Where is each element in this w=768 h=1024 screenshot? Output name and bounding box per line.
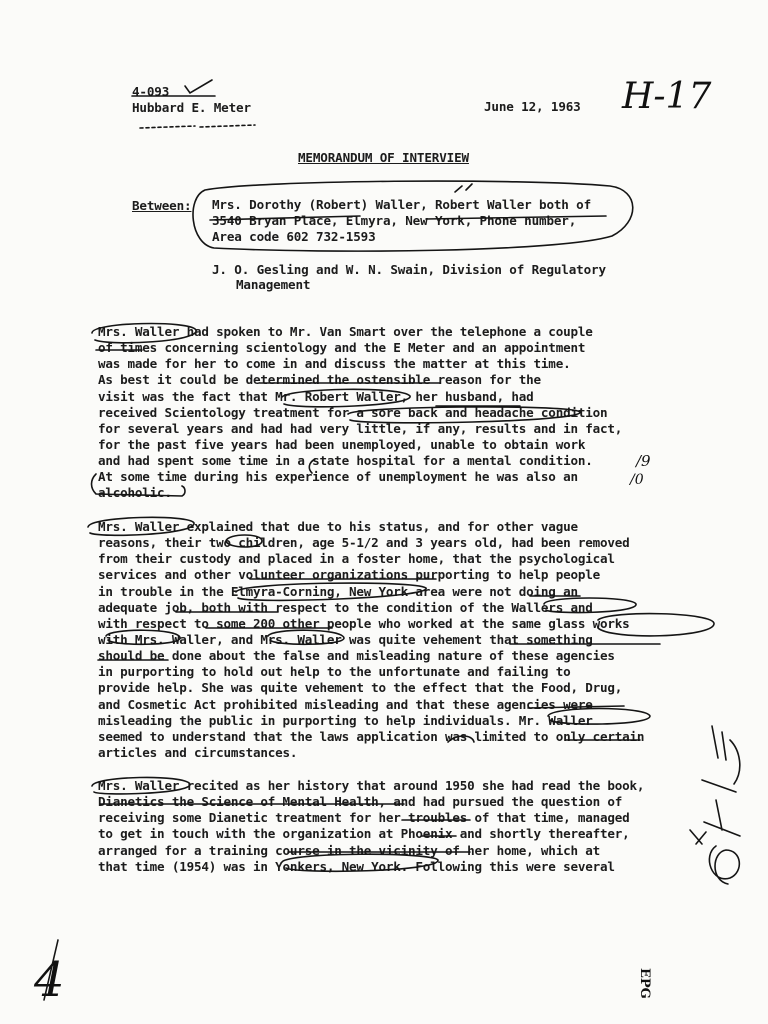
paragraph-line: of times concerning scientology and the E Meter and an appointment bbox=[98, 340, 586, 356]
document-date: June 12, 1963 bbox=[484, 99, 581, 114]
interviewer-line-2: Management bbox=[236, 277, 311, 292]
paragraph-line: adequate job, both with respect to the condition of the Wallers and bbox=[98, 599, 593, 615]
initials-stamp: EPG bbox=[637, 968, 652, 999]
paragraph-line: from their custody and placed in a foster home, that the psychological bbox=[98, 551, 615, 567]
paragraph-line: arranged for a training course in the vicinity of her home, which at bbox=[98, 842, 600, 858]
interviewer-line-1: J. O. Gesling and W. N. Swain, Division of Regulatory bbox=[212, 262, 606, 277]
margin-scribble bbox=[709, 846, 739, 884]
paragraph-line: should be done about the false and misleading nature of these agencies bbox=[98, 648, 615, 664]
paragraph-line: As best it could be determined the ostensible reason for the bbox=[98, 372, 541, 388]
paragraph-line: At some time during his experience of unemployment he was also an bbox=[98, 469, 578, 485]
paragraph-line: articles and circumstances. bbox=[98, 744, 298, 760]
margin-note-bottom-left: 4 bbox=[34, 952, 65, 1008]
paragraph-line: for several years and had had very little, if any, results and in fact, bbox=[98, 420, 623, 436]
margin-note-right-2: /0 bbox=[630, 472, 644, 488]
paragraph-line: and Cosmetic Act prohibited misleading and that these agencies were bbox=[98, 696, 593, 712]
paragraph-line: visit was the fact that Mr. Robert Waller, her husband, had bbox=[98, 388, 534, 404]
paragraph-line: in trouble in the Elmyra-Corning, New York area were not doing an bbox=[98, 583, 578, 599]
paragraph-2 bbox=[98, 519, 698, 761]
paragraph-1 bbox=[98, 324, 698, 502]
paragraph-line: received Scientology treatment for a sore back and headache condition bbox=[98, 404, 608, 420]
document-subject: Hubbard E. Meter bbox=[132, 100, 251, 115]
paragraph-line: that time (1954) was in Yonkers, New York. Following this were several bbox=[98, 858, 615, 874]
paragraph-line: for the past five years had been unemployed, unable to obtain work bbox=[98, 436, 586, 452]
paragraph-line: reasons, their two children, age 5-1/2 and 3 years old, had been removed bbox=[98, 535, 630, 551]
paragraph-line: Mrs. Waller had spoken to Mr. Van Smart over the telephone a couple bbox=[98, 324, 593, 339]
party-line-2: 3540 Bryan Place, Elmyra, New York, Phone number, bbox=[212, 213, 577, 228]
handwritten-page-mark: H-17 bbox=[622, 76, 712, 117]
paragraph-line: services and other volunteer organizations purporting to help people bbox=[98, 567, 600, 583]
paragraph-3 bbox=[98, 778, 698, 875]
memo-title: MEMORANDUM OF INTERVIEW bbox=[298, 150, 469, 165]
paragraph-line: seemed to understand that the laws application was limited to only certain bbox=[98, 728, 645, 744]
paragraph-line: provide help. She was quite vehement to the effect that the Food, Drug, bbox=[98, 680, 623, 696]
paragraph-line: to get in touch with the organization at Phoenix and shortly thereafter, bbox=[98, 826, 630, 842]
paragraph-line: receiving some Dianetic treatment for her troubles of that time, managed bbox=[98, 810, 630, 826]
paragraph-line: alcoholic. bbox=[98, 485, 172, 501]
paragraph-line: misleading the public in purporting to help individuals. Mr. Waller bbox=[98, 712, 593, 728]
party-line-1: Mrs. Dorothy (Robert) Waller, Robert Waller both of bbox=[212, 197, 592, 212]
paragraph-line: Mrs. Waller explained that due to his status, and for other vague bbox=[98, 519, 578, 534]
paragraph-line: in purporting to hold out help to the unfortunate and failing to bbox=[98, 664, 571, 680]
check-mark-icon bbox=[185, 80, 212, 93]
margin-note-right-1: /9 bbox=[636, 452, 651, 470]
between-label: Between: bbox=[132, 198, 192, 213]
paragraph-line: with respect to some 200 other people who worked at the same glass works bbox=[98, 615, 630, 631]
paragraph-line: and had spent some time in a state hospital for a mental condition. bbox=[98, 453, 593, 469]
margin-scribble bbox=[712, 726, 740, 784]
party-line-3: Area code 602 732-1593 bbox=[212, 229, 376, 244]
paragraph-line: with Mrs. Waller, and Mrs. Waller was quite vehement that something bbox=[98, 631, 593, 647]
file-number: 4-093 bbox=[132, 84, 170, 99]
paragraph-line: Mrs. Waller recited as her history that around 1950 she had read the book, bbox=[98, 778, 645, 793]
paragraph-line: Dianetics the Science of Mental Health, and had pursued the question of bbox=[98, 794, 623, 810]
paragraph-line: was made for her to come in and discuss the matter at this time. bbox=[98, 356, 571, 372]
